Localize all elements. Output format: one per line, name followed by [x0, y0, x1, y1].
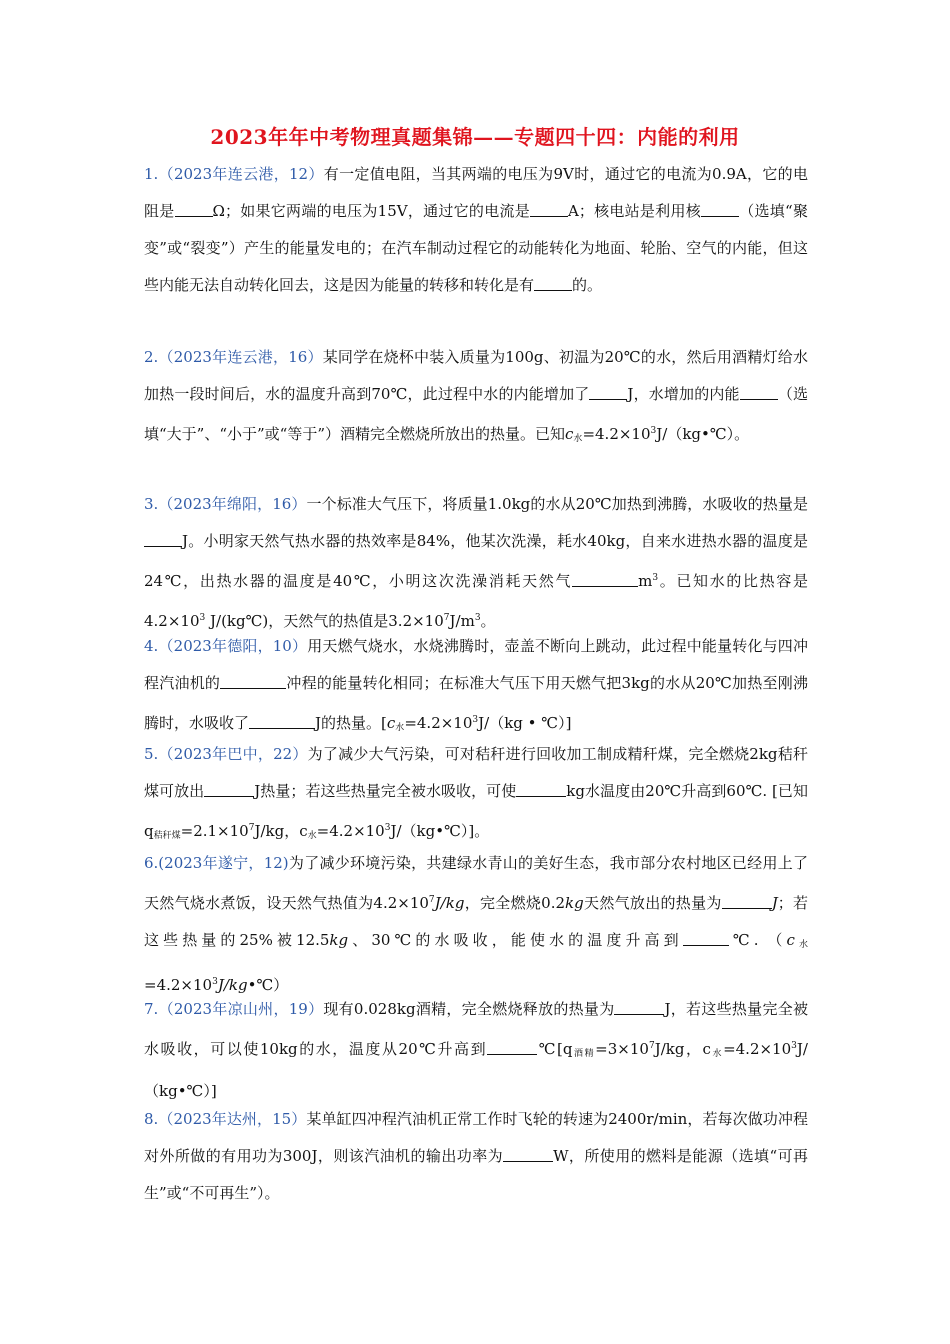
question-2: 2.（2023年连云港，16）某同学在烧杯中装入质量为100g、初温为20℃的水，然后用酒精灯给水加热一段时间后，水的温度升高到70℃，此过程中水的内能增加了 J，水增加的内能 （选填“大于”、“小于”或“等于”）酒精完全燃烧所放出的热量。已知$c_水=4.2\times 10^3J/(kg•℃)$。: [144, 348, 809, 444]
answer-blank[interactable]: [516, 780, 566, 797]
question-5: 5.（2023年巴中，22）为了减少大气污染，可对秸秆进行回收加工制成精秆煤，完全燃烧2kg秸秆煤可放出 J热量；若这些热量完全被水吸收，可使 kg水温度由20℃升高到60℃. [已知$q_{秸秆煤}=2.1\times 10^7J/kg$，$c_水=4.2\times 10^3J/(kg•℃)$]。: [144, 745, 808, 841]
answer-blank[interactable]: [530, 200, 568, 217]
answer-blank[interactable]: [249, 712, 315, 729]
answer-blank[interactable]: [534, 274, 572, 291]
answer-blank[interactable]: [701, 200, 739, 217]
question-source: 1.（2023年连云港，12）: [144, 165, 324, 183]
answer-blank[interactable]: [572, 570, 638, 587]
answer-blank[interactable]: [175, 200, 213, 217]
answer-blank[interactable]: [503, 1145, 553, 1162]
question-6: 6.(2023年遂宁，12)为了减少环境污染，共建绿水青山的美好生态，我市部分农村地区已经用上了天然气烧水煮饭，设天然气热值为$4.2\times 10^7J/kg$，完全燃烧0.2kg天然气放出的热量为 J；若这些热量的25%被12.5kg、30℃的水吸收，能使水的温度升高到 ℃. $(c_水=4.2\times 10^3J/kg•℃)$: [144, 854, 808, 994]
question-7: 7.（2023年凉山州，19）现有0.028kg酒精，完全燃烧释放的热量为 J，若这些热量完全被水吸收，可以使10kg的水，温度从20℃升高到 $℃[q_{酒精}=3\times 10^7J/kg$，$c_水=4.2\times 10^3J/(kg•℃)$]: [144, 1000, 809, 1100]
answer-blank[interactable]: [589, 383, 627, 400]
question-1: 1.（2023年连云港，12）有一定值电阻，当其两端的电压为9V时，通过它的电流为0.9A，它的电阻是 Ω；如果它两端的电压为15V，通过它的电流是 A；核电站是利用核 （选填“聚变”或“裂变”）产生的能量发电的；在汽车制动过程它的动能转化为地面、轮胎、空气的内能，但这些内能无法自动转化回去，这是因为能量的转移和转化是有 的。: [144, 165, 808, 294]
answer-blank[interactable]: [722, 892, 772, 909]
answer-blank[interactable]: [220, 672, 286, 689]
answer-blank[interactable]: [683, 929, 729, 946]
question-source: 3.（2023年绵阳，16）: [144, 495, 307, 513]
answer-blank[interactable]: [487, 1038, 537, 1055]
question-source: 5.（2023年巴中，22）: [144, 745, 308, 763]
answer-blank[interactable]: [740, 383, 778, 400]
question-source: 4.（2023年德阳，10）: [144, 637, 308, 655]
answer-blank[interactable]: [204, 780, 254, 797]
question-source: 2.（2023年连云港，16）: [144, 348, 323, 366]
question-8: 8.（2023年达州，15）某单缸四冲程汽油机正常工作时飞轮的转速为2400r/min，若每次做功冲程对外所做的有用功为300J，则该汽油机的输出功率为 W，所使用的燃料是能源（选填“可再生”或“不可再生”）。: [144, 1110, 808, 1202]
answer-blank[interactable]: [614, 998, 664, 1015]
question-4: 4.（2023年德阳，10）用天燃气烧水，水烧沸腾时，壶盖不断向上跳动，此过程中能量转化与四冲程汽油机的 冲程的能量转化相同；在标准大气压下用天燃气把3kg的水从20℃加热至刚沸腾时，水吸收了 J的热量。[$c_水=4.2\times 10^3J/(kg$ • ℃）]: [144, 637, 808, 733]
page-title: 2023年年中考物理真题集锦——专题四十四：内能的利用: [210, 125, 740, 149]
question-source: 7.（2023年凉山州，19）: [144, 1000, 324, 1018]
question-3: 3.（2023年绵阳，16）一个标准大气压下，将质量1.0kg的水从20℃加热到沸腾，水吸收的热量是J。小明家天然气热水器的热效率是84%，他某次洗澡，耗水40kg，自来水进热水器的温度是24℃，出热水器的温度是40℃，小明这次洗澡消耗天然气 $m^3$。已知水的比热容是$4.2\times 10^3$ J/(kg℃)，天然气的热值是$3.2\times 10^7J/m^3$。: [144, 495, 808, 630]
question-source: 8.（2023年达州，15）: [144, 1110, 307, 1128]
answer-blank[interactable]: [144, 530, 182, 547]
question-source: 6.(2023年遂宁，12): [144, 854, 289, 872]
